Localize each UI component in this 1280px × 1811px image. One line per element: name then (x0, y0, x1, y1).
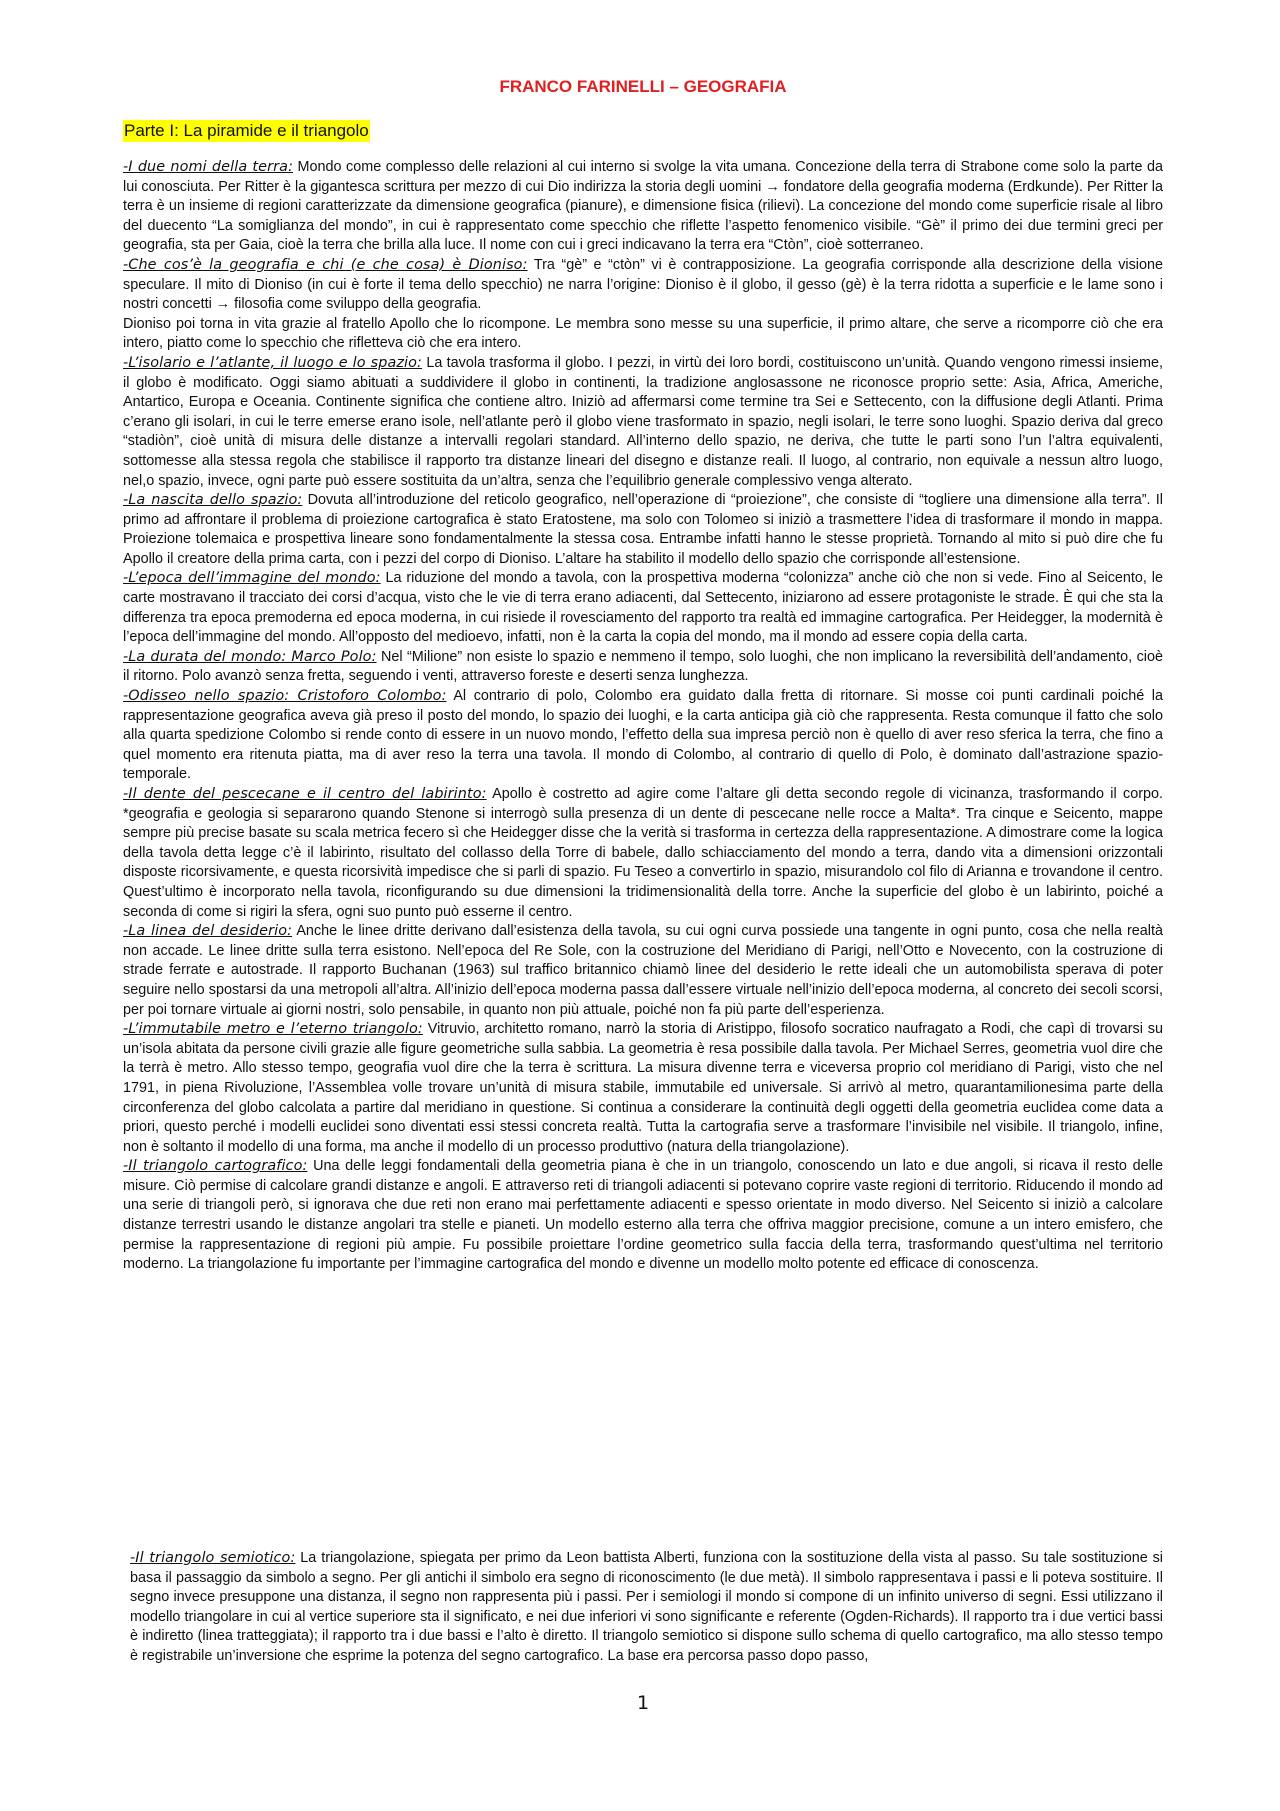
body-text-continued (130, 1549, 1163, 1667)
paragraph (123, 687, 1163, 785)
section-heading: -L’immutabile metro e l’eterno triangolo: (123, 1021, 423, 1038)
paragraph (123, 491, 1163, 569)
section-text: Anche le linee dritte derivano dall’esistenza della tavola, su cui ogni curva possiede una tangente in ogni punto, cosa che nella realtà non accade. Le linee dritte sulla terra esistono. Nell’epoca del Re Sole, con la costruzione del Meridiano di Parigi, nell’Otto e Novecento, con la costruzione di strade ferrate e autostrade. Il rapporto Buchanan (1963) sul traffico britannico chiamò linee del desiderio le rette ideali che un automobilista sperava di poter seguire nello spostarsi da una metropoli all’altra. All’inizio dell’epoca moderna passa dall’essere virtuale nell’inizio dell’epoca moderna, al concreto dei secoli scorsi, per poi tornare virtuale ai giorni nostri, solo pensabile, in quanto non più attuale, poiché non fa più parte dell’esperienza. (123, 923, 1163, 1018)
section-text: Nel “Milione” non esiste lo spazio e nemmeno il tempo, solo luoghi, che non implicano la reversibilità dell’andamento, cioè il ritorno. Polo avanzò senza fretta, seguendo i venti, attraverso foreste e deserti senza lunghezza. (123, 648, 1163, 685)
paragraph (123, 922, 1163, 1020)
paragraph (123, 256, 1163, 315)
section-heading: -L’isolario e l’atlante, il luogo e lo spazio: (123, 354, 423, 371)
body-text (123, 158, 1163, 1275)
section-text: Dovuta all’introduzione del reticolo geografico, nell’operazione di “proiezione”, che consiste di “togliere una dimensione alla terra”. Il primo ad affrontare il problema di proiezione cartografica è stato Eratostene, ma solo con Tolomeo si iniziò a trasmettere l’idea di trasformare il mondo in mappa. Proiezione tolemaica e prospettiva lineare sono fondamentalmente la stessa cosa. Entrambe infatti hanno le stesse proprietà. Tornando al mito si può dire che fu Apollo il creatore della prima carta, con i pezzi del corpo di Dioniso. L’altare ha stabilito il modello dello spazio che corrisponde all’estensione. (123, 492, 1163, 567)
section-text: Una delle leggi fondamentali della geometria piana è che in un triangolo, conoscendo un lato e due angoli, si ricava il resto delle misure. Ciò permise di calcolare grandi distanze e angoli. E attraverso reti di triangoli adiacenti si potevano coprire vaste regioni di territorio. Riducendo il mondo ad una serie di triangoli però, si ignorava che due reti non erano mai perfettamente adiacenti e spesso orientate in modo diverso. Nel Seicento si iniziò a calcolare distanze terrestri usando le distanze angolari tra stelle e pianeti. Un modello esterno alla terra che offriva maggior precisione, comune a un intero emisfero, che permise la rappresentazione di regioni più ampie. Fu possibile proiettare l’ordine geometrico sulla faccia della terra, trasformando quest’ultima nel territorio moderno. La triangolazione fu importante per l’immagine cartografica del mondo e divenne un modello molto potente ed efficace di conoscenza. (123, 1158, 1163, 1273)
section-text: La triangolazione, spiegata per primo da Leon battista Alberti, funziona con la sostituzione della vista al passo. Su tale sostituzione si basa il passaggio da simbolo a segno. Per gli antichi il simbolo era segno di riconoscimento (le due metà). Il simbolo rappresentava i passi e li poteva sostituire. Il segno invece presuppone una distanza, il segno non rappresenta più i passi. Per i semiologi il mondo si compone di un infinito universo di segni. Essi utilizzano il modello triangolare in cui al vertice superiore sta il significato, e nei due inferiori vi sono significante e referente (Ogden-Richards). Il rapporto tra i due vertici bassi è indiretto (linea tratteggiata); il rapporto tra i due bassi e l’alto è diretto. Il triangolo semiotico si dispone sullo schema di quello cartografico, ma allo stesso tempo è registrabile un’inversione che esprime la potenza del segno cartografico. La base era percorsa passo dopo passo, (130, 1550, 1163, 1664)
section-text: La tavola trasforma il globo. I pezzi, in virtù dei loro bordi, costituiscono un’unità. Quando vengono rimessi insieme, il globo è modificato. Oggi siamo abituati a suddividere il globo in continenti, la tradizione anglosassone ne riconosce proprio sette: Asia, Africa, Americhe, Antartico, Europa e Oceania. Continente significa che contiene altro. Iniziò ad affermarsi come termine tra Sei e Settecento, con la diffusione degli Atlanti. Prima c’erano gli isolari, in cui le terre emerse erano isole, nell’atlante però il globo viene trasformato in spazio, negli isolari, le terre sono luoghi. Spazio deriva dal greco “stadiòn”, cioè unità di misura delle distanze a intervalli regolari standard. All’interno dello spazio, ne deriva, che tutte le parti sono l’un l’altra equivalenti, sottomesse alla stessa regola che stabilisce il rapporto tra distanze lineari del disegno e distanze reali. Il luogo, al contrario, non equivale a nessun altro luogo, nel,o spazio, invece, ogni parte può essere sostituita da un’altra, senza che l’equilibrio generale complessivo venga alterato. (123, 354, 1164, 489)
page-number: 1 (636, 1692, 650, 1714)
paragraph (123, 1020, 1163, 1157)
paragraph (123, 785, 1163, 922)
section-heading: -La linea del desiderio: (123, 923, 293, 940)
paragraph (123, 315, 1163, 354)
section-heading: -Che cos’è la geografia e chi (e che cosa) è Dioniso: (123, 256, 528, 273)
section-text: Al contrario di polo, Colombo era guidato dalla fretta di ritornare. Si mosse coi punti cardinali poiché la rappresentazione geografica aveva già preso il posto del mondo, lo spazio dei luoghi, e la carta anticipa già ciò che rappresenta. Resta comunque il fatto che solo alla quarta spedizione Colombo si rende conto di essere in un nuovo mondo, l’effetto della sua impresa perciò non è quello di aver reso sferica la terra, che fino a quel momento era ritenuta piatta, ma di aver reso la terra una tavola. Il mondo di Colombo, al contrario di quello di Polo, è dominato dall’astrazione spazio-temporale. (123, 688, 1163, 783)
paragraph (123, 569, 1163, 647)
section-heading: -Il triangolo cartografico: (123, 1158, 308, 1175)
document-title: FRANCO FARINELLI – GEOGRAFIA (499, 77, 787, 96)
section-heading: -La durata del mondo: Marco Polo: (123, 648, 377, 665)
section-heading: -Il triangolo semiotico: (130, 1550, 296, 1566)
section-text: Vitruvio, architetto romano, narrò la storia di Aristippo, filosofo socratico naufragato a Rodi, che capì di trovarsi su un’isola abitata da persone civili grazie alle figure geometriche sulla sabbia. La geometria è resa possibile dalla tavola. Per Michael Serres, geometria vuol dire che la terrà è metro. Allo stesso tempo, geografia vuol dire che la terra è scrittura. La misura divenne terra e viceversa proprio col meridiano di Parigi, visto che nel 1791, in piena Rivoluzione, l’Assemblea volle trovare un’unità di misura stabile, immutabile ed universale. Si arrivò al metro, quarantamilionesima parte della circonferenza del globo calcolata a partire dal meridiano in questione. Si continua a considerare la continuità degli oggetti della geometria euclidea come data a priori, questo perché i modelli euclidei sono diventati essi stessi concreta realtà. Tutta la cartografia serve a trasformare l’invisibile nel visibile. Il triangolo, infine, non è soltanto il modello di una forma, ma anche il modello di un processo produttivo (natura della triangolazione). (123, 1021, 1164, 1155)
paragraph (123, 1157, 1163, 1275)
section-heading: -L’epoca dell’immagine del mondo: (123, 570, 381, 587)
section-text: La riduzione del mondo a tavola, con la prospettiva moderna “colonizza” anche ciò che non si vede. Fino al Seicento, le carte mostravano il tracciato dei corsi d’acqua, visto che le vie di terra erano adiacenti, dal Settecento, iniziarono ad essere protagoniste le strade. È qui che sta la differenza tra epoca premoderna ed epoca moderna, in cui risiede il rovesciamento del rapporto tra realtà ed immagine cartografica. Per Heidegger, la modernità è l’epoca dell’immagine del mondo. All’opposto del medioevo, infatti, non è la carta la copia del mondo, ma il mondo ad essere copia della carta. (123, 570, 1163, 646)
section-heading: -Odisseo nello spazio: Cristoforo Colombo: (123, 688, 447, 705)
paragraph (123, 158, 1163, 256)
part-heading: Parte I: La piramide e il triangolo (124, 121, 369, 140)
section-text: Tra “gè” e “ctòn” vi è contrapposizione. La geografia corrisponde alla descrizione della visione speculare. Il mito di Dioniso (in cui è forte il tema dello specchio) ne narra l’origine: Dioniso è il globo, il gesso (gè) è la terra ridotta a superficie e le lame sono i nostri concetti → filosofia come sviluppo della geografia. (123, 256, 1164, 313)
section-text: Apollo è costretto ad agire come l’altare gli detta secondo regole di vicinanza, trasformando il corpo. *geografia e geologia si separarono quando Stenone si interrogò sulla presenza di un dente di pescecane nelle rocce a Malta*. Tra cinque e Seicento, mappe sempre più precise basate su scala metrica fecero sì che Heidegger disse che la verità si trasforma in certezza della rappresentazione. A dimostrare come la logica della tavola detta legge c’è il labirinto, risultato del collasso della Torre di babele, dallo schiacciamento del mondo a terra, dando vita a dimensioni orizzontali disposte ricorsivamente, e questa ricorsività impedisce che si parli di spazio. Fu Teseo a convertirlo in spazio, misurandolo col filo di Arianna e trovandone il centro. Quest’ultimo è incorporato nella tavola, riconfigurando su due dimensioni la tridimensionalità della torre. Anche la superficie del globo è un labirinto, poiché a seconda di come si rigiri la sfera, ogni suo punto può esserne il centro. (123, 786, 1164, 920)
section-heading: -Il dente del pescecane e il centro del labirinto: (123, 786, 487, 802)
paragraph (130, 1549, 1163, 1667)
paragraph (123, 648, 1163, 687)
section-heading: -La nascita dello spazio: (123, 492, 303, 509)
section-text: Mondo come complesso delle relazioni al cui interno si svolge la vita umana. Concezione della terra di Strabone come solo la parte da lui conosciuta. Per Ritter è la gigantesca scrittura per mezzo di cui Dio indirizza la storia degli uomini → fondatore della geografia moderna (Erdkunde). Per Ritter la terra è un insieme di regioni caratterizzate da dimensione geografica (pianure), e dimensione fisica (rilievi). La concezione del mondo come superficie risale al libro del duecento “La somiglianza del mondo”, in cui è rappresentato come specchio che riflette l’aspetto fenomenico visibile. “Gè” il primo dei due termini greci per geografia, sta per Gaia, cioè la terra che brilla alla luce. Il nome con cui i greci indicavano la terra era “Ctòn”, cioè sotterraneo. (123, 159, 1163, 254)
paragraph (123, 354, 1163, 491)
section-text: Dioniso poi torna in vita grazie al fratello Apollo che lo ricompone. Le membra sono messe su una superficie, il primo altare, che serve a ricomporre ciò che era intero, piatto come lo specchio che rifletteva ciò che era intero. (123, 315, 1163, 352)
section-heading: -I due nomi della terra: (123, 159, 294, 175)
